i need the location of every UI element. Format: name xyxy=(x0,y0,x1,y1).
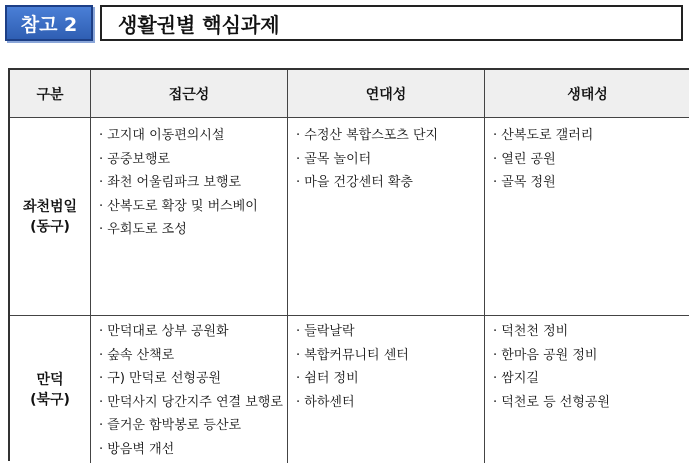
cell-accessibility xyxy=(91,118,288,316)
list-item: · 좌천 어울림파크 보행로 xyxy=(99,171,287,195)
row-label-district: (북구) xyxy=(30,391,70,408)
cell-solidarity xyxy=(288,118,485,316)
list-item: · 열린 공원 xyxy=(493,148,689,172)
cell-solidarity xyxy=(288,316,485,463)
list-item: · 골목 정원 xyxy=(493,171,689,195)
task-list xyxy=(91,118,287,242)
list-item: · 산복도로 갤러리 xyxy=(493,124,689,148)
list-item: · 골목 놀이터 xyxy=(296,148,484,172)
list-item: · 우회도로 조성 xyxy=(99,218,287,242)
column-header-accessibility: 접근성 xyxy=(91,70,288,118)
list-item: · 구) 만덕로 선형공원 xyxy=(99,367,287,391)
cell-accessibility xyxy=(91,316,288,463)
task-list xyxy=(91,316,287,462)
row-label-name: 좌천범일 xyxy=(22,198,78,215)
reference-tag: 참고 2 xyxy=(5,5,93,41)
list-item: · 쉼터 정비 xyxy=(296,367,484,391)
row-label-district: (동구) xyxy=(30,218,70,235)
page-title: 생활권별 핵심과제 xyxy=(100,5,683,41)
list-item: · 쌈지길 xyxy=(493,367,689,391)
row-label-jwacheon-beomil xyxy=(10,118,91,316)
list-item: · 방음벽 개선 xyxy=(99,438,287,462)
list-item: · 한마음 공원 정비 xyxy=(493,344,689,368)
list-item: · 덕천로 등 선형공원 xyxy=(493,391,689,415)
cell-ecology xyxy=(485,118,689,316)
task-list xyxy=(485,118,689,195)
list-item: · 숲속 산책로 xyxy=(99,344,287,368)
cell-ecology xyxy=(485,316,689,463)
task-list xyxy=(288,316,484,414)
list-item: · 즐거운 함박봉로 등산로 xyxy=(99,414,287,438)
list-item: · 들락날락 xyxy=(296,320,484,344)
list-item: · 고지대 이동편의시설 xyxy=(99,124,287,148)
task-list xyxy=(485,316,689,414)
list-item: · 공중보행로 xyxy=(99,148,287,172)
column-header-solidarity: 연대성 xyxy=(288,70,485,118)
core-tasks-table xyxy=(8,68,689,461)
row-label-name: 만덕 xyxy=(36,371,64,388)
list-item: · 복합커뮤니티 센터 xyxy=(296,344,484,368)
task-list xyxy=(288,118,484,195)
column-header-category: 구분 xyxy=(10,70,91,118)
title-bar xyxy=(0,0,689,46)
row-label-mandeok xyxy=(10,316,91,463)
list-item: · 덕천천 정비 xyxy=(493,320,689,344)
list-item: · 산복도로 확장 및 버스베이 xyxy=(99,195,287,219)
list-item: · 만덕사지 당간지주 연결 보행로 xyxy=(99,391,287,415)
list-item: · 수정산 복합스포츠 단지 xyxy=(296,124,484,148)
list-item: · 만덕대로 상부 공원화 xyxy=(99,320,287,344)
list-item: · 하하센터 xyxy=(296,391,484,415)
column-header-ecology: 생태성 xyxy=(485,70,689,118)
list-item: · 마을 건강센터 확충 xyxy=(296,171,484,195)
